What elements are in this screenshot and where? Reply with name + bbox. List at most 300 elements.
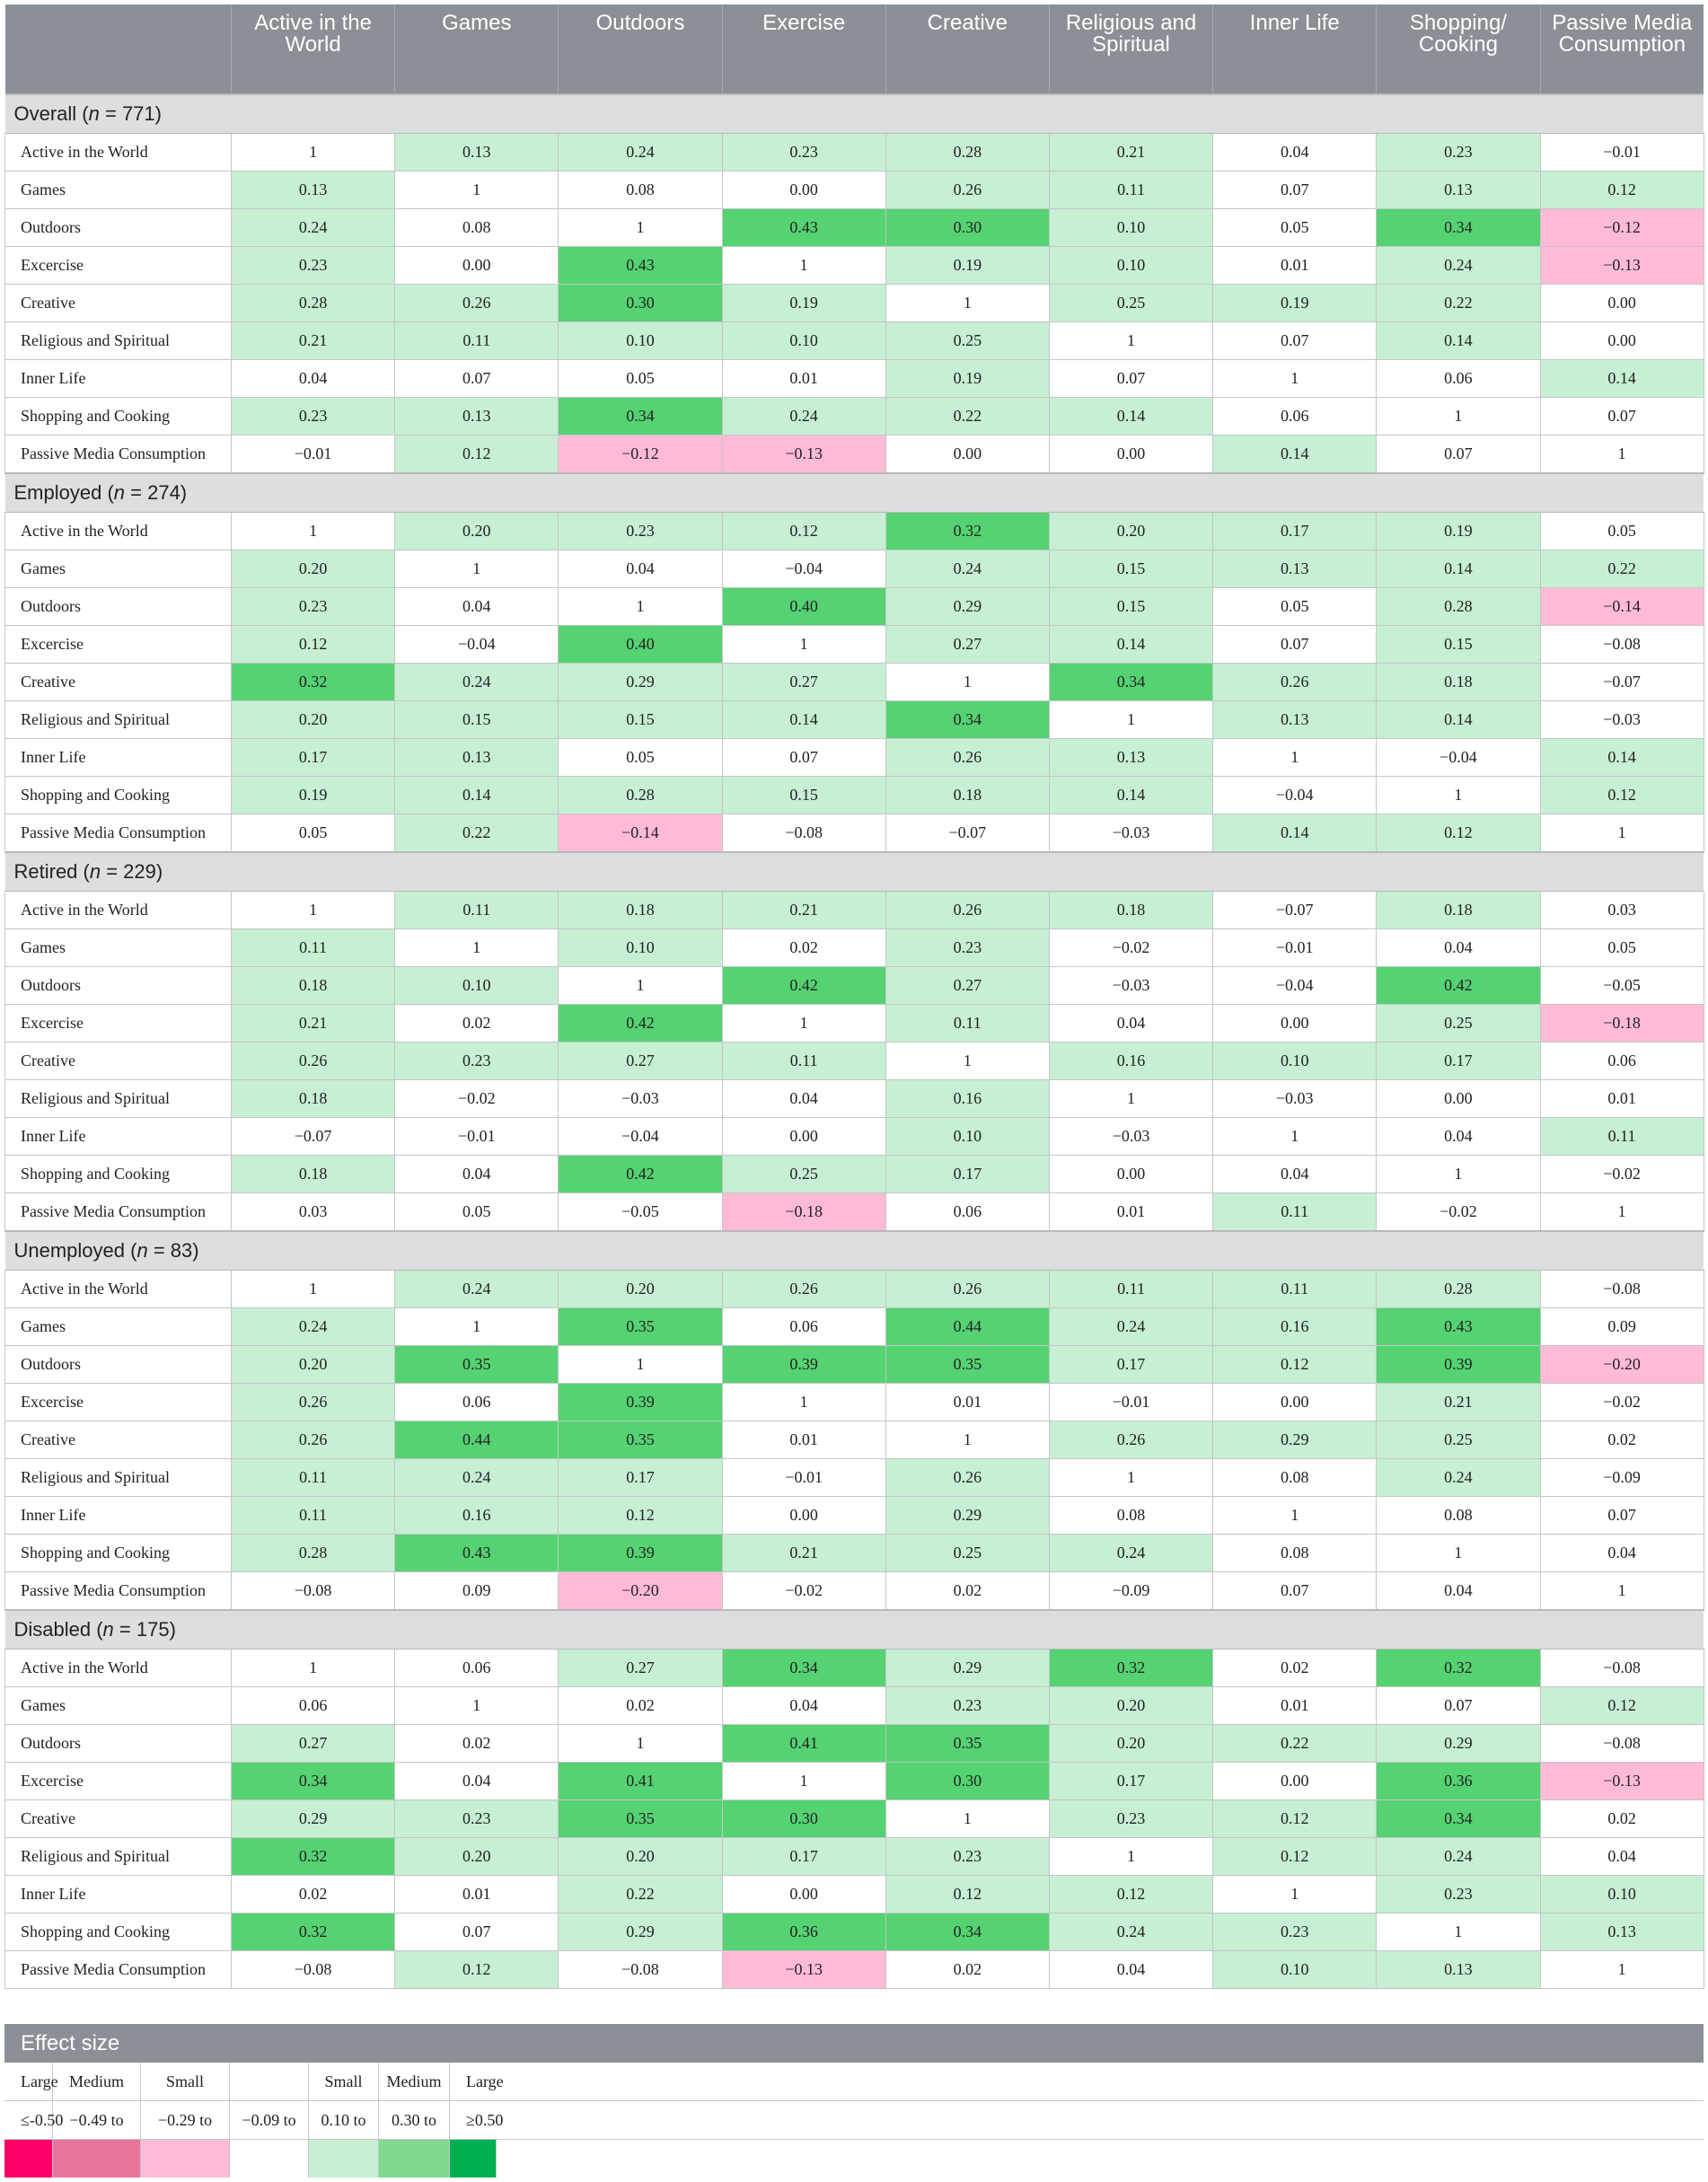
row-label-active-in-the-world: Active in the World (5, 513, 232, 550)
row-label-creative: Creative (5, 664, 232, 701)
correlation-cell: 0.23 (1213, 1914, 1377, 1951)
correlation-cell: 1 (1377, 398, 1540, 436)
correlation-cell: 0.12 (885, 1876, 1049, 1914)
correlation-cell: 0.29 (885, 1650, 1049, 1687)
correlation-cell: −0.14 (1540, 588, 1704, 626)
correlation-cell: 0.06 (1377, 360, 1540, 398)
correlation-cell: 0.13 (395, 739, 559, 777)
correlation-cell: 0.13 (1213, 550, 1377, 588)
correlation-cell: 0.01 (1213, 247, 1377, 285)
correlation-cell: 0.20 (559, 1838, 722, 1876)
correlation-cell: 0.10 (722, 322, 885, 360)
correlation-cell: 0.23 (232, 398, 395, 436)
row-label-religious-and-spiritual: Religious and Spiritual (5, 1459, 232, 1497)
legend-label: Large (4, 2063, 53, 2101)
row-label-outdoors: Outdoors (5, 209, 232, 247)
correlation-cell: −0.02 (395, 1080, 559, 1118)
correlation-cell: 0.29 (232, 1800, 395, 1838)
correlation-cell: 0.08 (1049, 1497, 1212, 1535)
correlation-cell: 0.27 (885, 967, 1049, 1005)
correlation-cell: 0.20 (1049, 1725, 1212, 1763)
correlation-cell: 0.00 (722, 1118, 885, 1156)
correlation-cell: 0.20 (395, 513, 559, 550)
correlation-cell: 0.05 (1213, 588, 1377, 626)
table-row (5, 209, 1704, 247)
correlation-cell: 0.17 (232, 739, 395, 777)
group-header-row (5, 473, 1704, 513)
correlation-cell: −0.03 (1049, 814, 1212, 853)
legend-range: −0.49 to (53, 2101, 141, 2140)
row-label-active-in-the-world: Active in the World (5, 1271, 232, 1308)
correlation-cell: 0.17 (722, 1838, 885, 1876)
correlation-cell: 0.24 (722, 398, 885, 436)
group-title (5, 94, 1704, 134)
correlation-cell: 0.03 (1540, 892, 1704, 929)
correlation-cell: 0.02 (1540, 1800, 1704, 1838)
correlation-cell: 1 (232, 134, 395, 172)
correlation-cell: 0.15 (1049, 550, 1212, 588)
correlation-cell: 0.04 (559, 550, 722, 588)
correlation-cell: 0.14 (1049, 626, 1212, 664)
legend-title: Effect size (4, 2024, 1704, 2063)
correlation-cell: 0.14 (1213, 814, 1377, 853)
correlation-cell: 0.00 (722, 1876, 885, 1914)
row-label-religious-and-spiritual: Religious and Spiritual (5, 1080, 232, 1118)
correlation-cell: −0.07 (232, 1118, 395, 1156)
correlation-cell: 0.12 (1213, 1800, 1377, 1838)
correlation-cell: 0.30 (722, 1800, 885, 1838)
row-label-shopping-and-cooking: Shopping and Cooking (5, 398, 232, 436)
correlation-cell: 0.11 (395, 322, 559, 360)
correlation-cell: 0.11 (1213, 1271, 1377, 1308)
correlation-cell: 0.07 (395, 1914, 559, 1951)
correlation-cell: 0.14 (1213, 436, 1377, 474)
correlation-cell: 0.16 (885, 1080, 1049, 1118)
row-label-active-in-the-world: Active in the World (5, 134, 232, 172)
correlation-cell: 0.01 (1049, 1193, 1212, 1232)
correlation-cell: 0.10 (395, 967, 559, 1005)
correlation-cell: 0.09 (1540, 1308, 1704, 1346)
correlation-cell: 0.34 (232, 1763, 395, 1800)
row-label-passive-media-consumption: Passive Media Consumption (5, 1193, 232, 1232)
correlation-cell: 1 (1213, 739, 1377, 777)
correlation-cell: 0.14 (1377, 701, 1540, 739)
correlation-cell: −0.04 (395, 626, 559, 664)
correlation-cell: 0.26 (885, 1271, 1049, 1308)
correlation-cell: 1 (1540, 1193, 1704, 1232)
correlation-cell: 0.00 (395, 247, 559, 285)
correlation-cell: 0.29 (1213, 1421, 1377, 1459)
correlation-cell: 0.15 (1049, 588, 1212, 626)
correlation-cell: 0.23 (1377, 1876, 1540, 1914)
table-row (5, 1763, 1704, 1800)
correlation-cell: 0.04 (232, 360, 395, 398)
legend-swatch (4, 2140, 53, 2178)
correlation-cell: 0.20 (232, 1346, 395, 1384)
correlation-cell: 0.17 (1377, 1043, 1540, 1080)
table-row (5, 1497, 1704, 1535)
correlation-cell: 0.18 (559, 892, 722, 929)
correlation-cell: 0.20 (1049, 513, 1212, 550)
correlation-cell: 0.16 (1049, 1043, 1212, 1080)
group-label: Unemployed ( (13, 1239, 137, 1262)
correlation-cell: 0.19 (232, 777, 395, 814)
correlation-cell: 0.22 (1377, 285, 1540, 322)
table-row (5, 1118, 1704, 1156)
correlation-cell: −0.04 (1213, 967, 1377, 1005)
correlation-cell: 0.27 (885, 626, 1049, 664)
row-label-creative: Creative (5, 285, 232, 322)
table-body (5, 94, 1704, 1989)
correlation-cell: 0.23 (1049, 1800, 1212, 1838)
legend-label: Large (450, 2063, 1704, 2101)
legend-range: −0.29 to (141, 2101, 230, 2140)
correlation-cell: 0.22 (395, 814, 559, 853)
correlation-cell: 0.06 (885, 1193, 1049, 1232)
correlation-cell: 0.42 (559, 1156, 722, 1193)
row-label-excercise: Excercise (5, 1763, 232, 1800)
table-row (5, 1271, 1704, 1308)
correlation-cell: −0.08 (1540, 1271, 1704, 1308)
group-label: Overall ( (13, 102, 89, 125)
header-exercise: Exercise (722, 4, 885, 94)
table-row (5, 1193, 1704, 1232)
row-label-inner-life: Inner Life (5, 739, 232, 777)
correlation-cell: 0.12 (395, 436, 559, 474)
correlation-cell: 0.17 (1213, 513, 1377, 550)
correlation-cell: 1 (232, 1650, 395, 1687)
correlation-cell: 0.11 (232, 1459, 395, 1497)
correlation-cell: 1 (395, 172, 559, 209)
group-n-symbol: n (89, 860, 101, 883)
correlation-cell: 0.07 (1213, 1572, 1377, 1611)
row-label-outdoors: Outdoors (5, 1725, 232, 1763)
table-row (5, 1308, 1704, 1346)
correlation-table (4, 4, 1704, 1989)
table-row (5, 1421, 1704, 1459)
correlation-cell: 0.28 (232, 285, 395, 322)
header-shopping-cooking: Shopping/ Cooking (1377, 4, 1540, 94)
correlation-cell: 0.06 (395, 1384, 559, 1421)
correlation-cell: 0.06 (1540, 1043, 1704, 1080)
correlation-cell: 0.25 (1049, 285, 1212, 322)
row-label-excercise: Excercise (5, 626, 232, 664)
correlation-cell: 0.18 (1377, 892, 1540, 929)
correlation-cell: −0.09 (1540, 1459, 1704, 1497)
correlation-cell: 0.13 (1213, 701, 1377, 739)
table-row (5, 247, 1704, 285)
correlation-cell: 0.00 (885, 436, 1049, 474)
correlation-cell: 0.27 (559, 1650, 722, 1687)
correlation-cell: 0.35 (559, 1800, 722, 1838)
correlation-cell: 0.06 (232, 1687, 395, 1725)
correlation-cell: 0.04 (1213, 134, 1377, 172)
correlation-cell: 0.08 (559, 172, 722, 209)
correlation-cell: 1 (1049, 1459, 1212, 1497)
correlation-cell: 0.13 (395, 134, 559, 172)
correlation-cell: 0.42 (559, 1005, 722, 1043)
correlation-cell: 1 (722, 1384, 885, 1421)
correlation-cell: 0.14 (1377, 322, 1540, 360)
row-label-religious-and-spiritual: Religious and Spiritual (5, 322, 232, 360)
correlation-cell: 0.23 (885, 1838, 1049, 1876)
correlation-cell: 0.15 (722, 777, 885, 814)
correlation-cell: 0.05 (395, 1193, 559, 1232)
correlation-cell: 0.08 (1377, 1497, 1540, 1535)
correlation-cell: 0.34 (722, 1650, 885, 1687)
correlation-cell: 0.20 (1049, 1687, 1212, 1725)
row-label-passive-media-consumption: Passive Media Consumption (5, 1951, 232, 1989)
correlation-cell: −0.08 (232, 1951, 395, 1989)
correlation-cell: 0.20 (232, 550, 395, 588)
correlation-cell: 0.26 (232, 1043, 395, 1080)
table-row (5, 892, 1704, 929)
group-n-value: = 175) (113, 1618, 176, 1641)
group-label: Retired ( (13, 860, 90, 883)
table-row (5, 285, 1704, 322)
correlation-cell: 0.23 (885, 1687, 1049, 1725)
correlation-cell: 0.14 (1377, 550, 1540, 588)
correlation-cell: 0.21 (722, 892, 885, 929)
correlation-cell: 0.30 (559, 285, 722, 322)
correlation-cell: 0.18 (232, 1156, 395, 1193)
header-games: Games (395, 4, 559, 94)
row-label-passive-media-consumption: Passive Media Consumption (5, 1572, 232, 1611)
group-n-symbol: n (136, 1239, 148, 1262)
correlation-cell: 0.43 (1377, 1308, 1540, 1346)
row-label-outdoors: Outdoors (5, 1346, 232, 1384)
row-label-shopping-and-cooking: Shopping and Cooking (5, 1156, 232, 1193)
legend-labels-row (4, 2063, 1704, 2101)
correlation-cell: 1 (559, 1346, 722, 1384)
correlation-cell: 0.02 (395, 1725, 559, 1763)
correlation-cell: 0.24 (232, 209, 395, 247)
correlation-cell: 0.29 (559, 1914, 722, 1951)
correlation-cell: −0.08 (1540, 626, 1704, 664)
correlation-cell: 0.28 (559, 777, 722, 814)
correlation-cell: 0.04 (722, 1080, 885, 1118)
correlation-cell: 0.19 (722, 285, 885, 322)
correlation-cell: −0.08 (1540, 1650, 1704, 1687)
correlation-cell: 0.14 (395, 777, 559, 814)
correlation-cell: 0.39 (1377, 1346, 1540, 1384)
correlation-cell: 0.07 (1377, 436, 1540, 474)
correlation-cell: 0.10 (1049, 209, 1212, 247)
correlation-cell: 0.34 (1377, 1800, 1540, 1838)
correlation-cell: −0.08 (722, 814, 885, 853)
table-row (5, 588, 1704, 626)
correlation-cell: 1 (1540, 1951, 1704, 1989)
correlation-cell: 0.15 (1377, 626, 1540, 664)
correlation-cell: 0.04 (1049, 1005, 1212, 1043)
correlation-cell: 0.13 (1540, 1914, 1704, 1951)
correlation-cell: 0.43 (395, 1535, 559, 1572)
correlation-cell: 0.32 (1049, 1650, 1212, 1687)
group-n-value: = 229) (101, 860, 163, 883)
correlation-cell: 0.10 (885, 1118, 1049, 1156)
group-n-value: = 771) (99, 102, 162, 125)
correlation-cell: 0.26 (1213, 664, 1377, 701)
correlation-cell: 0.25 (885, 322, 1049, 360)
row-label-shopping-and-cooking: Shopping and Cooking (5, 1914, 232, 1951)
correlation-cell: −0.01 (395, 1118, 559, 1156)
table-row (5, 1043, 1704, 1080)
correlation-cell: −0.13 (1540, 247, 1704, 285)
correlation-cell: 0.11 (1213, 1193, 1377, 1232)
correlation-cell: 0.11 (232, 1497, 395, 1535)
correlation-cell: 0.29 (885, 1497, 1049, 1535)
correlation-cell: 0.32 (1377, 1650, 1540, 1687)
correlation-cell: 0.08 (395, 209, 559, 247)
correlation-cell: 0.14 (722, 701, 885, 739)
legend-swatches-row (4, 2140, 1704, 2178)
correlation-cell: 0.29 (885, 588, 1049, 626)
correlation-cell: −0.18 (1540, 1005, 1704, 1043)
correlation-cell: 0.16 (1213, 1308, 1377, 1346)
correlation-cell: 0.25 (722, 1156, 885, 1193)
correlation-cell: −0.14 (559, 814, 722, 853)
correlation-cell: 0.29 (1377, 1725, 1540, 1763)
table-row (5, 436, 1704, 474)
correlation-cell: −0.04 (1377, 739, 1540, 777)
legend-range: −0.09 to (230, 2101, 309, 2140)
correlation-cell: 0.10 (1213, 1043, 1377, 1080)
correlation-cell: 1 (232, 892, 395, 929)
correlation-cell: 0.26 (232, 1421, 395, 1459)
group-title (5, 1610, 1704, 1650)
group-title (5, 852, 1704, 892)
correlation-cell: 0.04 (1377, 1572, 1540, 1611)
correlation-cell: 0.07 (722, 739, 885, 777)
correlation-cell: 0.23 (395, 1043, 559, 1080)
correlation-cell: 0.05 (1540, 513, 1704, 550)
row-label-passive-media-consumption: Passive Media Consumption (5, 814, 232, 853)
correlation-cell: −0.03 (1049, 967, 1212, 1005)
header-religious-and-spiritual: Religious and Spiritual (1049, 4, 1212, 94)
correlation-cell: 0.07 (1377, 1687, 1540, 1725)
row-label-creative: Creative (5, 1421, 232, 1459)
correlation-cell: 0.04 (1540, 1838, 1704, 1876)
group-header-row (5, 852, 1704, 892)
correlation-cell: 0.10 (559, 929, 722, 967)
correlation-cell: 0.26 (395, 285, 559, 322)
correlation-cell: 1 (395, 1308, 559, 1346)
correlation-cell: 0.30 (885, 1763, 1049, 1800)
correlation-cell: 1 (885, 1421, 1049, 1459)
table-row (5, 1080, 1704, 1118)
correlation-cell: 0.23 (885, 929, 1049, 967)
correlation-cell: 0.28 (1377, 588, 1540, 626)
correlation-cell: 0.05 (559, 360, 722, 398)
table-row (5, 664, 1704, 701)
correlation-cell: 0.04 (1049, 1951, 1212, 1989)
correlation-cell: 0.01 (1540, 1080, 1704, 1118)
correlation-cell: 0.26 (885, 739, 1049, 777)
correlation-cell: 0.10 (1213, 1951, 1377, 1989)
correlation-cell: 0.02 (1213, 1650, 1377, 1687)
correlation-cell: −0.01 (232, 436, 395, 474)
correlation-cell: −0.07 (885, 814, 1049, 853)
correlation-cell: −0.08 (232, 1572, 395, 1611)
table-row (5, 1535, 1704, 1572)
correlation-cell: 0.14 (1049, 777, 1212, 814)
header-creative: Creative (885, 4, 1049, 94)
group-n-value: = 274) (125, 481, 188, 504)
correlation-cell: −0.09 (1049, 1572, 1212, 1611)
legend-range: ≥0.50 (450, 2101, 1704, 2140)
correlation-cell: 0.07 (1049, 360, 1212, 398)
correlation-cell: 0.24 (395, 664, 559, 701)
table-row (5, 1459, 1704, 1497)
table-row (5, 1572, 1704, 1611)
correlation-cell: 1 (1213, 1497, 1377, 1535)
correlation-cell: 0.04 (1213, 1156, 1377, 1193)
row-label-religious-and-spiritual: Religious and Spiritual (5, 701, 232, 739)
correlation-cell: 1 (559, 1725, 722, 1763)
table-row (5, 1876, 1704, 1914)
correlation-cell: 0.05 (559, 739, 722, 777)
correlation-cell: 0.21 (1377, 1384, 1540, 1421)
correlation-cell: 0.05 (1540, 929, 1704, 967)
row-label-inner-life: Inner Life (5, 1876, 232, 1914)
correlation-cell: 0.12 (559, 1497, 722, 1535)
correlation-cell: −0.02 (722, 1572, 885, 1611)
correlation-cell: 0.04 (395, 1156, 559, 1193)
table-row (5, 172, 1704, 209)
correlation-cell: 0.02 (232, 1876, 395, 1914)
row-label-outdoors: Outdoors (5, 967, 232, 1005)
correlation-cell: −0.02 (1377, 1193, 1540, 1232)
correlation-cell: 0.24 (1049, 1308, 1212, 1346)
table-row (5, 1725, 1704, 1763)
correlation-cell: 0.12 (722, 513, 885, 550)
correlation-cell: 1 (722, 247, 885, 285)
correlation-cell: 0.14 (1049, 398, 1212, 436)
correlation-cell: 0.35 (395, 1346, 559, 1384)
correlation-cell: 0.07 (1213, 172, 1377, 209)
correlation-cell: 0.00 (722, 172, 885, 209)
correlation-cell: 0.26 (1049, 1421, 1212, 1459)
group-n-symbol: n (88, 102, 100, 125)
legend-swatch (309, 2140, 379, 2178)
correlation-cell: 0.40 (722, 588, 885, 626)
correlation-cell: 0.27 (232, 1725, 395, 1763)
legend-range: 0.30 to (379, 2101, 450, 2140)
correlation-cell: 0.41 (722, 1725, 885, 1763)
correlation-cell: 0.00 (1213, 1005, 1377, 1043)
correlation-cell: 0.04 (1377, 929, 1540, 967)
legend-swatch (230, 2140, 309, 2178)
correlation-cell: 0.23 (395, 1800, 559, 1838)
correlation-cell: 1 (559, 967, 722, 1005)
table-row (5, 550, 1704, 588)
correlation-cell: 0.13 (232, 172, 395, 209)
correlation-cell: 0.00 (1049, 1156, 1212, 1193)
row-label-shopping-and-cooking: Shopping and Cooking (5, 777, 232, 814)
correlation-cell: 1 (1049, 701, 1212, 739)
row-label-games: Games (5, 929, 232, 967)
correlation-cell: 1 (559, 588, 722, 626)
correlation-cell: 0.10 (559, 322, 722, 360)
correlation-cell: 0.11 (722, 1043, 885, 1080)
table-row (5, 134, 1704, 172)
correlation-cell: 0.12 (1377, 814, 1540, 853)
correlation-cell: 0.34 (1377, 209, 1540, 247)
correlation-cell: 1 (885, 664, 1049, 701)
correlation-cell: −0.02 (1540, 1384, 1704, 1421)
correlation-cell: 0.02 (395, 1005, 559, 1043)
correlation-cell: 1 (1377, 1535, 1540, 1572)
